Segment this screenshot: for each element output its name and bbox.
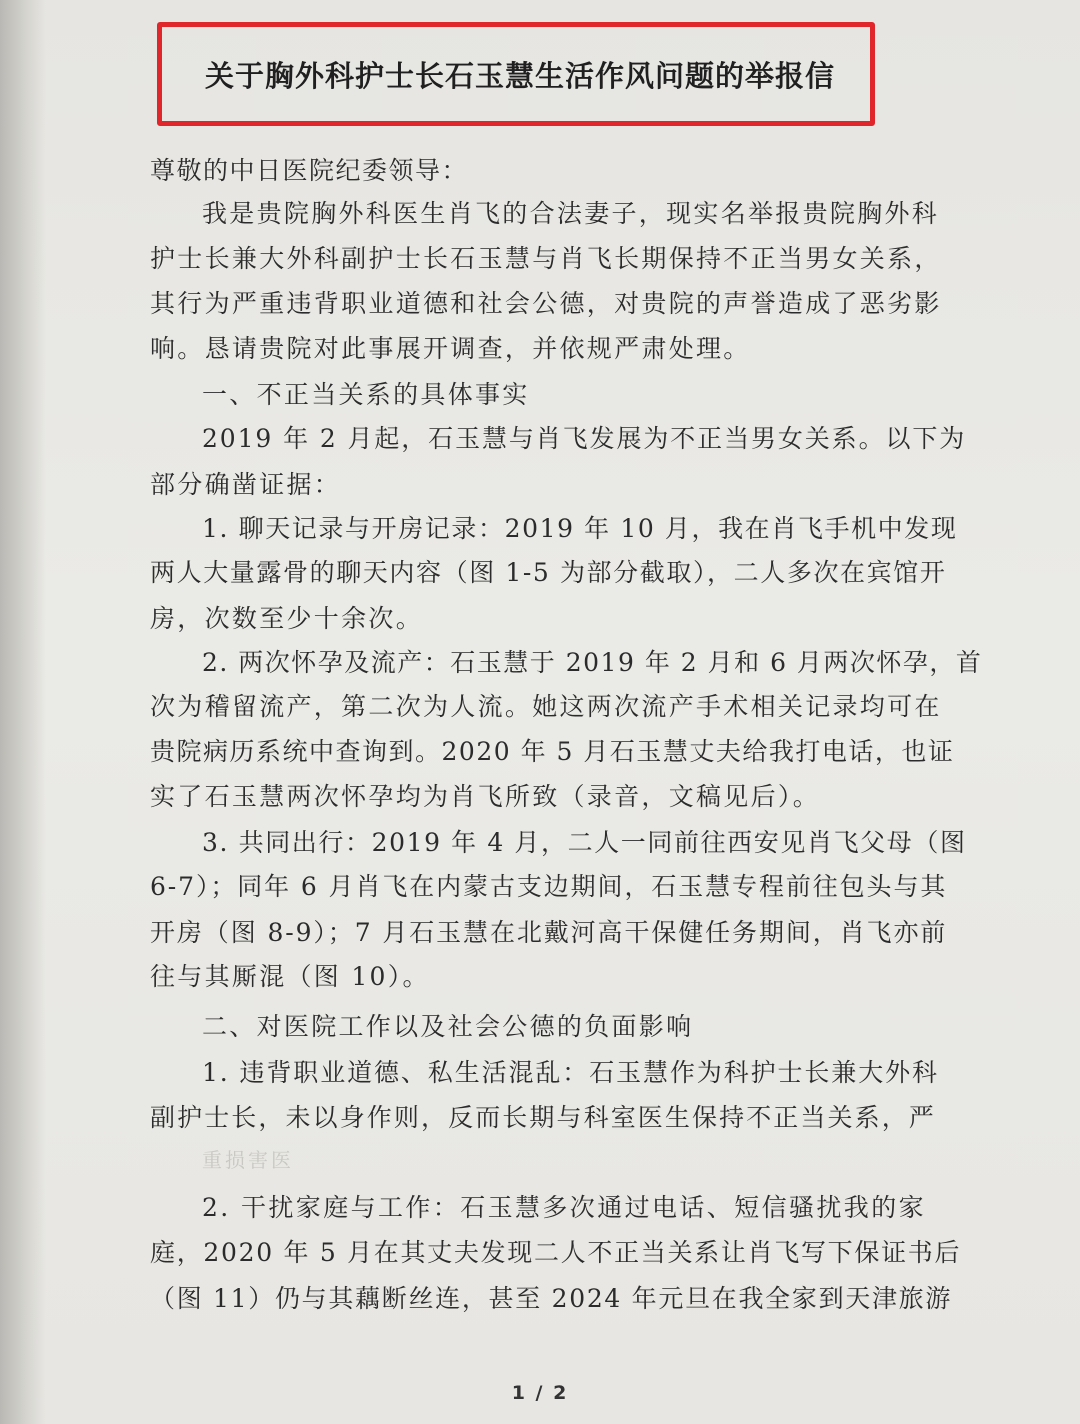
body-line: 实了石玉慧两次怀孕均为肖飞所致（录音，文稿见后）。	[150, 782, 821, 811]
body-line: 2. 干扰家庭与工作：石玉慧多次通过电话、短信骚扰我的家	[202, 1193, 927, 1222]
section-heading-1: 一、不正当关系的具体事实	[202, 380, 530, 409]
page-number: 1 / 2	[511, 1382, 569, 1404]
body-line: 房，次数至少十余次。	[150, 604, 424, 633]
faded-line: 重损害医	[202, 1148, 294, 1172]
body-line: 我是贵院胸外科医生肖飞的合法妻子，现实名举报贵院胸外科	[202, 199, 940, 228]
body-line: 3. 共同出行：2019 年 4 月，二人一同前往西安见肖飞父母（图	[202, 828, 967, 857]
page-shadow-edge	[0, 0, 46, 1424]
title-highlight-box	[157, 22, 875, 126]
body-line: 开房（图 8-9）；7 月石玉慧在北戴河高干保健任务期间，肖飞亦前	[150, 918, 948, 947]
body-line: 贵院病历系统中查询到。2020 年 5 月石玉慧丈夫给我打电话，也证	[150, 737, 955, 766]
body-line: 响。恳请贵院对此事展开调查，并依规严肃处理。	[150, 334, 751, 363]
body-line: 两人大量露骨的聊天内容（图 1-5 为部分截取），二人多次在宾馆开	[150, 558, 947, 587]
body-line: 1. 违背职业道德、私生活混乱：石玉慧作为科护士长兼大外科	[202, 1058, 939, 1087]
body-line: 护士长兼大外科副护士长石玉慧与肖飞长期保持不正当男女关系，	[150, 244, 942, 273]
body-line: 庭，2020 年 5 月在其丈夫发现二人不正当关系让肖飞写下保证书后	[150, 1238, 962, 1267]
document-title: 关于胸外科护士长石玉慧生活作风问题的举报信	[204, 58, 835, 93]
body-line: 2019 年 2 月起，石玉慧与肖飞发展为不正当男女关系。以下为	[202, 424, 967, 453]
body-line: 6-7）；同年 6 月肖飞在内蒙古支边期间，石玉慧专程前往包头与其	[150, 872, 948, 901]
section-heading-2: 二、对医院工作以及社会公德的负面影响	[202, 1012, 694, 1041]
salutation: 尊敬的中日医院纪委领导：	[150, 156, 469, 185]
body-line: 2. 两次怀孕及流产：石玉慧于 2019 年 2 月和 6 月两次怀孕，首	[202, 648, 983, 677]
body-line: 1. 聊天记录与开房记录：2019 年 10 月，我在肖飞手机中发现	[202, 514, 958, 543]
body-line: （图 11）仍与其藕断丝连，甚至 2024 年元旦在我全家到天津旅游	[150, 1284, 953, 1313]
body-line: 部分确凿证据：	[150, 470, 342, 499]
body-line: 副护士长，未以身作则，反而长期与科室医生保持不正当关系，严	[150, 1103, 936, 1132]
body-line: 次为稽留流产，第二次为人流。她这两次流产手术相关记录均可在	[150, 692, 942, 721]
body-line: 往与其厮混（图 10）。	[150, 962, 430, 991]
body-line: 其行为严重违背职业道德和社会公德，对贵院的声誉造成了恶劣影	[150, 289, 942, 318]
